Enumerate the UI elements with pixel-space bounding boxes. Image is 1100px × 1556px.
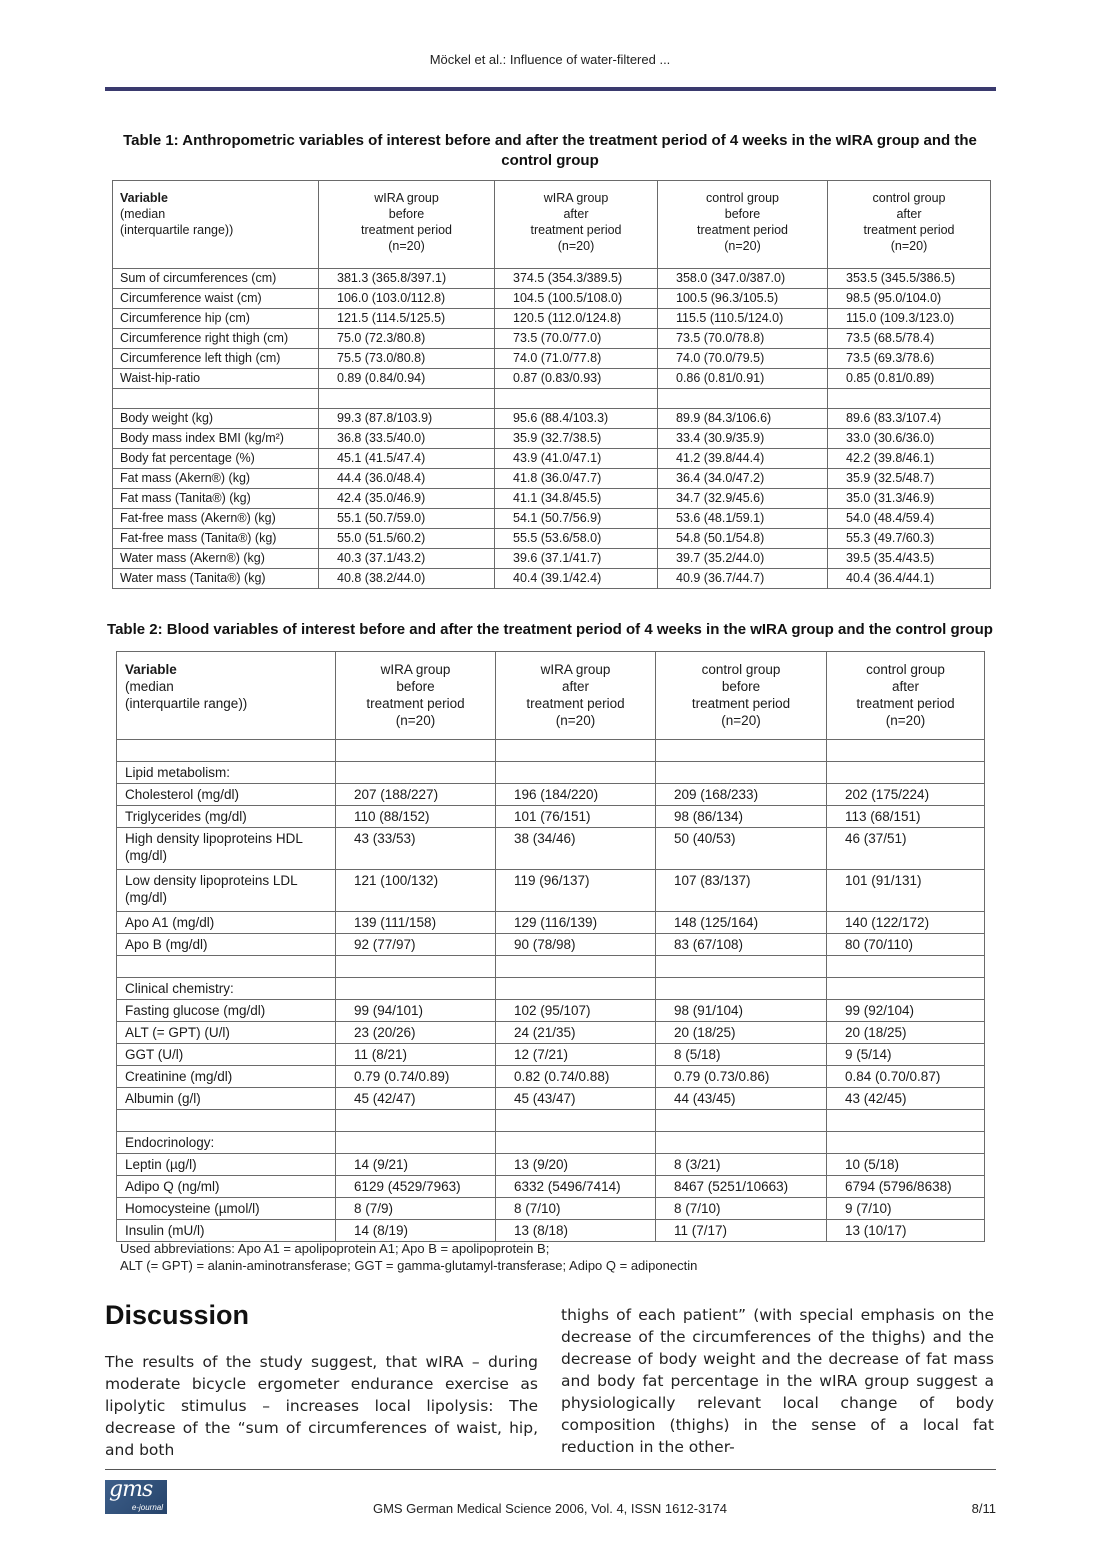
row-value-cell: 8467 (5251/10663) xyxy=(656,1176,827,1198)
table-row xyxy=(113,489,991,509)
row-value-cell: 24 (21/35) xyxy=(496,1022,656,1044)
row-value-cell: 33.4 (30.9/35.9) xyxy=(658,429,828,449)
row-value-cell: 0.82 (0.74/0.88) xyxy=(496,1066,656,1088)
row-value-cell: 41.2 (39.8/44.4) xyxy=(658,449,828,469)
row-value-cell: 90 (78/98) xyxy=(496,934,656,956)
table1-caption: Table 1: Anthropometric variables of interest before and after the treatment period of 4 weeks in the wIRA group and the control group xyxy=(123,132,977,169)
row-value-cell: 115.0 (109.3/123.0) xyxy=(828,309,991,329)
header-group-cell xyxy=(336,652,496,740)
row-value-cell: 14 (9/21) xyxy=(336,1154,496,1176)
row-value-cell: 42.4 (35.0/46.9) xyxy=(319,489,495,509)
header-variable-cell xyxy=(113,181,319,269)
table-row xyxy=(117,870,985,912)
table-row xyxy=(117,1198,985,1220)
row-value-cell: 45 (43/47) xyxy=(496,1088,656,1110)
row-value-cell: 54.1 (50.7/56.9) xyxy=(495,509,658,529)
table-row xyxy=(117,828,985,870)
row-value-cell: 209 (168/233) xyxy=(656,784,827,806)
row-value-cell: 55.1 (50.7/59.0) xyxy=(319,509,495,529)
row-value-cell: 99.3 (87.8/103.9) xyxy=(319,409,495,429)
header-variable-sub: (median xyxy=(125,679,174,694)
row-value-cell: 42.2 (39.8/46.1) xyxy=(828,449,991,469)
row-value-cell: 0.79 (0.73/0.86) xyxy=(656,1066,827,1088)
row-value-cell: 110 (88/152) xyxy=(336,806,496,828)
discussion-text-left: The results of the study suggest, that wIRA – during moderate bicycle ergometer endurance exercise as lipolytic stimulus – increases local lipolysis: The decrease of the “sum of circumferences of waist, hip, and both xyxy=(105,1353,538,1459)
header-variable-cell xyxy=(117,652,336,740)
table-row xyxy=(113,409,991,429)
row-value-cell: 13 (10/17) xyxy=(827,1220,985,1242)
row-value-cell: 54.0 (48.4/59.4) xyxy=(828,509,991,529)
row-value-cell: 73.5 (70.0/77.0) xyxy=(495,329,658,349)
row-label-cell: Circumference right thigh (cm) xyxy=(113,329,319,349)
row-label-cell: Body mass index BMI (kg/m²) xyxy=(113,429,319,449)
header-group-line: treatment period xyxy=(856,696,955,711)
row-value-cell: 121 (100/132) xyxy=(336,870,496,912)
table-spacer-row xyxy=(113,389,991,409)
row-value-cell: 83 (67/108) xyxy=(656,934,827,956)
table-row xyxy=(117,784,985,806)
row-label-cell: Body weight (kg) xyxy=(113,409,319,429)
header-group-cell xyxy=(656,652,827,740)
row-value-cell: 73.5 (69.3/78.6) xyxy=(828,349,991,369)
row-value-cell: 36.8 (33.5/40.0) xyxy=(319,429,495,449)
row-value-cell: 8 (7/9) xyxy=(336,1198,496,1220)
table-row xyxy=(113,369,991,389)
row-value-cell: 11 (8/21) xyxy=(336,1044,496,1066)
table-row xyxy=(113,549,991,569)
row-value-cell xyxy=(496,978,656,1000)
table-row xyxy=(113,349,991,369)
row-value-cell: 98 (86/134) xyxy=(656,806,827,828)
row-value-cell: 196 (184/220) xyxy=(496,784,656,806)
row-value-cell xyxy=(496,956,656,978)
table-row xyxy=(113,269,991,289)
header-variable-sub: (interquartile range)) xyxy=(125,696,248,711)
header-group-cell xyxy=(828,181,991,269)
table-row xyxy=(113,309,991,329)
row-value-cell: 129 (116/139) xyxy=(496,912,656,934)
row-value-cell: 6794 (5796/8638) xyxy=(827,1176,985,1198)
row-value-cell: 43 (42/45) xyxy=(827,1088,985,1110)
row-label-cell: Insulin (mU/l) xyxy=(117,1220,336,1242)
page-number: 8/11 xyxy=(971,1501,996,1516)
row-value-cell: 8 (5/18) xyxy=(656,1044,827,1066)
row-value-cell: 39.6 (37.1/41.7) xyxy=(495,549,658,569)
row-value-cell: 73.5 (68.5/78.4) xyxy=(828,329,991,349)
row-value-cell: 14 (8/19) xyxy=(336,1220,496,1242)
row-value-cell: 12 (7/21) xyxy=(496,1044,656,1066)
table-row xyxy=(117,1022,985,1044)
row-value-cell: 8 (7/10) xyxy=(656,1198,827,1220)
row-value-cell: 9 (5/14) xyxy=(827,1044,985,1066)
row-value-cell: 119 (96/137) xyxy=(496,870,656,912)
row-value-cell: 46 (37/51) xyxy=(827,828,985,870)
row-label-cell: Fat-free mass (Akern®) (kg) xyxy=(113,509,319,529)
header-group-line: after xyxy=(561,679,589,694)
table-row xyxy=(117,1176,985,1198)
row-label-cell: Creatinine (mg/dl) xyxy=(117,1066,336,1088)
footnote-line: ALT (= GPT) = alanin-aminotransferase; GGT = gamma-glutamyl-transferase; Adipo Q = adiponectin xyxy=(120,1258,698,1273)
table-row xyxy=(117,1132,985,1154)
header-group-line: treatment period xyxy=(360,223,453,237)
row-label-cell: Circumference hip (cm) xyxy=(113,309,319,329)
row-value-cell xyxy=(495,389,658,409)
header-group-line: (n=20) xyxy=(555,713,596,728)
row-label-cell xyxy=(117,740,336,762)
header-group-line: control group xyxy=(701,662,781,677)
header-group-line: after xyxy=(563,207,589,221)
row-value-cell xyxy=(656,956,827,978)
table-row xyxy=(117,1154,985,1176)
row-value-cell: 45 (42/47) xyxy=(336,1088,496,1110)
row-value-cell: 75.5 (73.0/80.8) xyxy=(319,349,495,369)
row-value-cell: 50 (40/53) xyxy=(656,828,827,870)
row-value-cell: 102 (95/107) xyxy=(496,1000,656,1022)
row-label-cell: Water mass (Akern®) (kg) xyxy=(113,549,319,569)
header-group-line: (n=20) xyxy=(395,713,436,728)
row-value-cell: 55.3 (49.7/60.3) xyxy=(828,529,991,549)
row-value-cell: 20 (18/25) xyxy=(827,1022,985,1044)
row-value-cell: 43 (33/53) xyxy=(336,828,496,870)
logo-text: gms xyxy=(109,1477,153,1502)
row-value-cell: 23 (20/26) xyxy=(336,1022,496,1044)
row-value-cell: 98.5 (95.0/104.0) xyxy=(828,289,991,309)
row-label-cell: Fat-free mass (Tanita®) (kg) xyxy=(113,529,319,549)
row-value-cell: 0.89 (0.84/0.94) xyxy=(319,369,495,389)
row-value-cell xyxy=(336,1132,496,1154)
row-value-cell xyxy=(336,762,496,784)
row-label-cell: Apo A1 (mg/dl) xyxy=(117,912,336,934)
header-group-cell xyxy=(496,652,656,740)
row-value-cell xyxy=(319,389,495,409)
row-label-cell: Lipid metabolism: xyxy=(117,762,336,784)
header-group-line: after xyxy=(891,679,919,694)
header-group-line: before xyxy=(388,207,425,221)
table-row xyxy=(113,529,991,549)
row-value-cell: 202 (175/224) xyxy=(827,784,985,806)
row-value-cell xyxy=(827,1110,985,1132)
table-row xyxy=(113,289,991,309)
row-value-cell: 40.3 (37.1/43.2) xyxy=(319,549,495,569)
header-group-line: (n=20) xyxy=(557,239,595,253)
row-value-cell: 75.0 (72.3/80.8) xyxy=(319,329,495,349)
row-label-cell: Circumference left thigh (cm) xyxy=(113,349,319,369)
row-value-cell xyxy=(658,389,828,409)
row-label-cell: Low density lipoproteins LDL (mg/dl) xyxy=(117,870,336,912)
header-group-line: before xyxy=(724,207,761,221)
row-label-cell: Adipo Q (ng/ml) xyxy=(117,1176,336,1198)
header-group-line: after xyxy=(896,207,922,221)
row-value-cell: 41.1 (34.8/45.5) xyxy=(495,489,658,509)
header-group-line: wIRA group xyxy=(380,662,451,677)
row-value-cell: 106.0 (103.0/112.8) xyxy=(319,289,495,309)
row-value-cell: 95.6 (88.4/103.3) xyxy=(495,409,658,429)
table-row xyxy=(117,934,985,956)
row-value-cell: 35.9 (32.5/48.7) xyxy=(828,469,991,489)
row-value-cell xyxy=(496,762,656,784)
header-variable-label: Variable xyxy=(120,191,168,205)
row-value-cell: 353.5 (345.5/386.5) xyxy=(828,269,991,289)
table2 xyxy=(116,651,985,1242)
header-group-cell xyxy=(495,181,658,269)
discussion-text-right: thighs of each patient” (with special emphasis on the decrease of the circumferences of the thighs) and the decrease of body weight and the decrease of fat mass and body fat percentage in the wIRA group suggest a physiologically relevant local change of body composition (thighs) in the sense of a local fat reduction in the other- xyxy=(561,1306,994,1456)
row-label-cell: Homocysteine (µmol/l) xyxy=(117,1198,336,1220)
row-value-cell: 100.5 (96.3/105.5) xyxy=(658,289,828,309)
row-label-cell: Circumference waist (cm) xyxy=(113,289,319,309)
row-value-cell xyxy=(656,1132,827,1154)
row-value-cell xyxy=(336,956,496,978)
row-value-cell: 40.4 (36.4/44.1) xyxy=(828,569,991,589)
header-group-cell xyxy=(658,181,828,269)
row-value-cell: 54.8 (50.1/54.8) xyxy=(658,529,828,549)
header-group-line: (n=20) xyxy=(890,239,928,253)
table-row xyxy=(117,1220,985,1242)
row-value-cell xyxy=(496,1110,656,1132)
row-value-cell: 13 (9/20) xyxy=(496,1154,656,1176)
row-value-cell: 38 (34/46) xyxy=(496,828,656,870)
row-value-cell: 98 (91/104) xyxy=(656,1000,827,1022)
row-label-cell: Waist-hip-ratio xyxy=(113,369,319,389)
row-value-cell: 99 (94/101) xyxy=(336,1000,496,1022)
row-label-cell: Leptin (µg/l) xyxy=(117,1154,336,1176)
row-value-cell: 35.9 (32.7/38.5) xyxy=(495,429,658,449)
row-value-cell: 99 (92/104) xyxy=(827,1000,985,1022)
row-value-cell: 73.5 (70.0/78.8) xyxy=(658,329,828,349)
header-group-line: treatment period xyxy=(530,223,622,237)
row-value-cell: 44 (43/45) xyxy=(656,1088,827,1110)
row-label-cell xyxy=(117,1110,336,1132)
row-value-cell: 40.9 (36.7/44.7) xyxy=(658,569,828,589)
header-variable-sub: (median xyxy=(120,207,166,221)
row-value-cell: 80 (70/110) xyxy=(827,934,985,956)
row-value-cell: 374.5 (354.3/389.5) xyxy=(495,269,658,289)
row-value-cell: 20 (18/25) xyxy=(656,1022,827,1044)
logo-subtext: e-journal xyxy=(131,1503,163,1512)
header-group-line: (n=20) xyxy=(388,239,425,253)
row-value-cell: 36.4 (34.0/47.2) xyxy=(658,469,828,489)
header-group-line: control group xyxy=(706,191,779,205)
table-row xyxy=(117,762,985,784)
header-group-line: (n=20) xyxy=(724,239,761,253)
row-value-cell xyxy=(827,1132,985,1154)
row-label-cell: Endocrinology: xyxy=(117,1132,336,1154)
row-value-cell: 10 (5/18) xyxy=(827,1154,985,1176)
table-row xyxy=(117,806,985,828)
row-value-cell: 381.3 (365.8/397.1) xyxy=(319,269,495,289)
row-value-cell: 13 (8/18) xyxy=(496,1220,656,1242)
table-row xyxy=(113,329,991,349)
row-value-cell: 41.8 (36.0/47.7) xyxy=(495,469,658,489)
row-value-cell: 34.7 (32.9/45.6) xyxy=(658,489,828,509)
table-row xyxy=(113,569,991,589)
table2-caption: Table 2: Blood variables of interest before and after the treatment period of 4 weeks in the wIRA group and the control group xyxy=(107,621,993,638)
discussion-heading: Discussion xyxy=(105,1300,250,1330)
header-group-line: control group xyxy=(866,662,945,677)
row-label-cell: Body fat percentage (%) xyxy=(113,449,319,469)
row-label-cell: Triglycerides (mg/dl) xyxy=(117,806,336,828)
header-group-line: treatment period xyxy=(696,223,789,237)
row-value-cell: 358.0 (347.0/387.0) xyxy=(658,269,828,289)
header-group-cell xyxy=(319,181,495,269)
row-value-cell: 74.0 (70.0/79.5) xyxy=(658,349,828,369)
row-value-cell xyxy=(336,978,496,1000)
header-group-line: treatment period xyxy=(691,696,791,711)
row-value-cell: 107 (83/137) xyxy=(656,870,827,912)
header-group-line: treatment period xyxy=(526,696,625,711)
row-value-cell: 39.5 (35.4/43.5) xyxy=(828,549,991,569)
table-row xyxy=(117,1066,985,1088)
table-row xyxy=(117,912,985,934)
row-label-cell: ALT (= GPT) (U/l) xyxy=(117,1022,336,1044)
table-spacer-row xyxy=(117,956,985,978)
row-value-cell: 89.9 (84.3/106.6) xyxy=(658,409,828,429)
row-value-cell: 120.5 (112.0/124.8) xyxy=(495,309,658,329)
row-value-cell: 43.9 (41.0/47.1) xyxy=(495,449,658,469)
table1 xyxy=(112,180,991,589)
row-value-cell: 101 (76/151) xyxy=(496,806,656,828)
footer-rule xyxy=(105,1469,996,1470)
row-value-cell: 35.0 (31.3/46.9) xyxy=(828,489,991,509)
row-value-cell: 8 (3/21) xyxy=(656,1154,827,1176)
row-label-cell: Fasting glucose (mg/dl) xyxy=(117,1000,336,1022)
header-group-line: treatment period xyxy=(366,696,465,711)
row-value-cell: 0.87 (0.83/0.93) xyxy=(495,369,658,389)
row-value-cell: 0.84 (0.70/0.87) xyxy=(827,1066,985,1088)
row-value-cell: 55.5 (53.6/58.0) xyxy=(495,529,658,549)
row-label-cell: Clinical chemistry: xyxy=(117,978,336,1000)
row-value-cell xyxy=(656,762,827,784)
header-variable-label: Variable xyxy=(125,662,177,677)
header-group-cell xyxy=(827,652,985,740)
table-row xyxy=(117,1000,985,1022)
table2-footnote xyxy=(120,1240,990,1274)
row-label-cell: Cholesterol (mg/dl) xyxy=(117,784,336,806)
row-label-cell: High density lipoproteins HDL (mg/dl) xyxy=(117,828,336,870)
row-value-cell: 101 (91/131) xyxy=(827,870,985,912)
table-row xyxy=(117,978,985,1000)
row-value-cell: 74.0 (71.0/77.8) xyxy=(495,349,658,369)
row-value-cell xyxy=(656,1110,827,1132)
row-value-cell xyxy=(496,1132,656,1154)
row-label-cell: Albumin (g/l) xyxy=(117,1088,336,1110)
footnote-line: Used abbreviations: Apo A1 = apolipoprotein A1; Apo B = apolipoprotein B; xyxy=(120,1241,550,1256)
table-spacer-row xyxy=(117,740,985,762)
row-label-cell: GGT (U/l) xyxy=(117,1044,336,1066)
row-value-cell: 113 (68/151) xyxy=(827,806,985,828)
table-row xyxy=(113,469,991,489)
header-rule xyxy=(105,87,996,91)
table-row xyxy=(113,449,991,469)
table-spacer-row xyxy=(117,1110,985,1132)
journal-citation: GMS German Medical Science 2006, Vol. 4, ISSN 1612-3174 xyxy=(372,1501,728,1516)
row-value-cell: 6332 (5496/7414) xyxy=(496,1176,656,1198)
row-value-cell: 0.79 (0.74/0.89) xyxy=(336,1066,496,1088)
running-title: Möckel et al.: Influence of water-filtered ... xyxy=(429,52,671,67)
row-value-cell: 33.0 (30.6/36.0) xyxy=(828,429,991,449)
row-value-cell: 45.1 (41.5/47.4) xyxy=(319,449,495,469)
header-group-line: (n=20) xyxy=(885,713,926,728)
row-value-cell: 44.4 (36.0/48.4) xyxy=(319,469,495,489)
header-group-line: treatment period xyxy=(863,223,955,237)
table-header-row xyxy=(117,652,985,740)
row-label-cell: Fat mass (Tanita®) (kg) xyxy=(113,489,319,509)
table-row xyxy=(117,1044,985,1066)
table-header-row xyxy=(113,181,991,269)
row-value-cell: 40.8 (38.2/44.0) xyxy=(319,569,495,589)
row-value-cell: 40.4 (39.1/42.4) xyxy=(495,569,658,589)
row-value-cell: 104.5 (100.5/108.0) xyxy=(495,289,658,309)
table-row xyxy=(113,429,991,449)
header-variable-sub: (interquartile range)) xyxy=(120,223,234,237)
header-group-line: wIRA group xyxy=(374,191,439,205)
row-value-cell: 6129 (4529/7963) xyxy=(336,1176,496,1198)
row-value-cell: 140 (122/172) xyxy=(827,912,985,934)
row-value-cell: 139 (111/158) xyxy=(336,912,496,934)
header-group-line: (n=20) xyxy=(721,713,761,728)
row-value-cell xyxy=(827,956,985,978)
row-value-cell: 148 (125/164) xyxy=(656,912,827,934)
row-value-cell xyxy=(656,740,827,762)
row-value-cell: 55.0 (51.5/60.2) xyxy=(319,529,495,549)
row-label-cell: Sum of circumferences (cm) xyxy=(113,269,319,289)
row-value-cell xyxy=(828,389,991,409)
row-value-cell: 121.5 (114.5/125.5) xyxy=(319,309,495,329)
table-row xyxy=(117,1088,985,1110)
row-value-cell: 11 (7/17) xyxy=(656,1220,827,1242)
row-label-cell xyxy=(117,956,336,978)
row-value-cell xyxy=(827,762,985,784)
row-value-cell: 115.5 (110.5/124.0) xyxy=(658,309,828,329)
header-group-line: control group xyxy=(872,191,946,205)
header-group-line: wIRA group xyxy=(540,662,611,677)
row-value-cell: 39.7 (35.2/44.0) xyxy=(658,549,828,569)
row-value-cell: 0.86 (0.81/0.91) xyxy=(658,369,828,389)
row-label-cell: Apo B (mg/dl) xyxy=(117,934,336,956)
row-value-cell: 89.6 (83.3/107.4) xyxy=(828,409,991,429)
row-value-cell xyxy=(656,978,827,1000)
row-value-cell: 207 (188/227) xyxy=(336,784,496,806)
header-group-line: wIRA group xyxy=(543,191,609,205)
row-label-cell: Water mass (Tanita®) (kg) xyxy=(113,569,319,589)
row-value-cell xyxy=(827,978,985,1000)
header-group-line: before xyxy=(721,679,761,694)
row-label-cell xyxy=(113,389,319,409)
row-value-cell: 92 (77/97) xyxy=(336,934,496,956)
header-group-line: before xyxy=(396,679,435,694)
row-value-cell: 53.6 (48.1/59.1) xyxy=(658,509,828,529)
row-value-cell xyxy=(827,740,985,762)
row-value-cell xyxy=(336,1110,496,1132)
table-row xyxy=(113,509,991,529)
row-value-cell xyxy=(336,740,496,762)
row-label-cell: Fat mass (Akern®) (kg) xyxy=(113,469,319,489)
row-value-cell: 0.85 (0.81/0.89) xyxy=(828,369,991,389)
row-value-cell: 9 (7/10) xyxy=(827,1198,985,1220)
row-value-cell: 8 (7/10) xyxy=(496,1198,656,1220)
row-value-cell xyxy=(496,740,656,762)
